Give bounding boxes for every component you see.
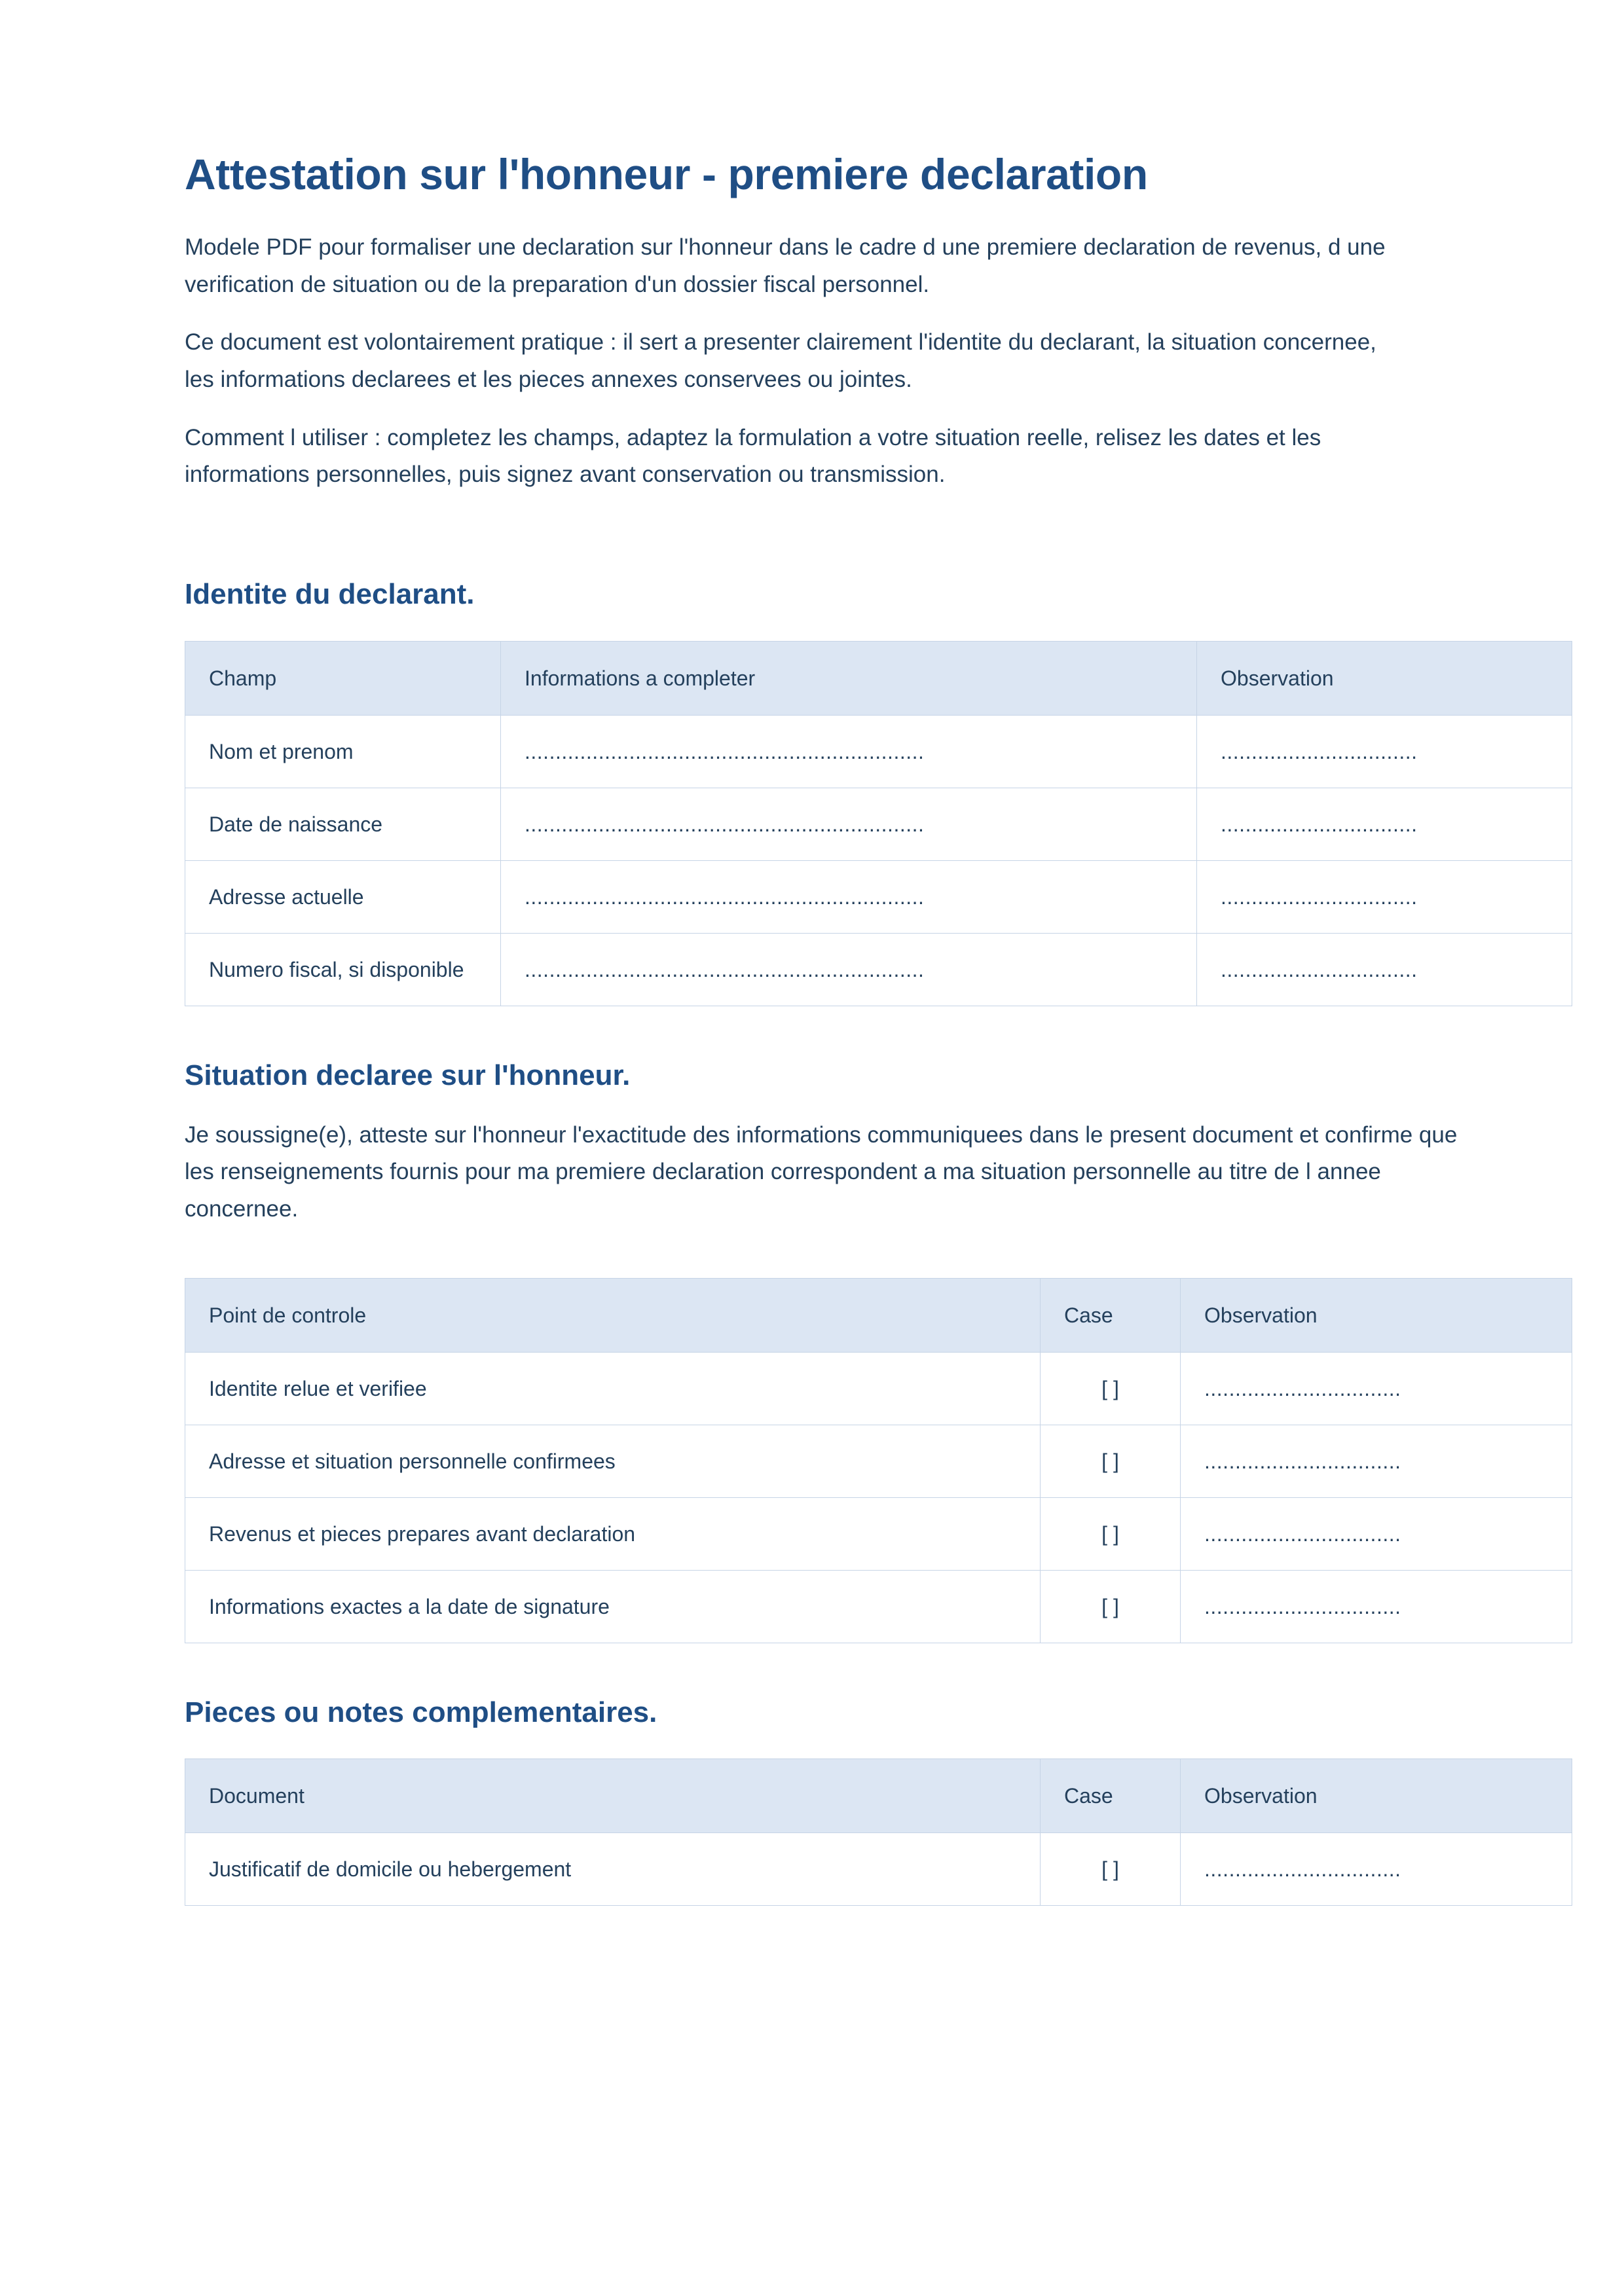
table-row <box>185 933 1572 1006</box>
identity-table <box>185 641 1572 1006</box>
field-label: Adresse actuelle <box>185 860 501 933</box>
checklist-label: Adresse et situation personnelle confirmees <box>185 1425 1041 1497</box>
table-row <box>185 788 1572 860</box>
introduction-block <box>185 229 1506 494</box>
dotted-line: ................................ <box>1204 1594 1401 1618</box>
dotted-line: ................................ <box>1204 1449 1401 1473</box>
field-input-line[interactable] <box>501 933 1197 1006</box>
situation-paragraph: Je soussigne(e), atteste sur l'honneur l'exactitude des informations communiquees dans le present document et confirme que les renseignements fournis pour ma premiere declaration correspondent a ma situation personnelle au titre de l annee concernee. <box>185 1121 1458 1222</box>
field-label: Numero fiscal, si disponible <box>185 933 501 1006</box>
checklist-label: Revenus et pieces prepares avant declaration <box>185 1497 1041 1570</box>
section-title-pieces: Pieces ou notes complementaires. <box>185 1696 657 1728</box>
section-situation-declaree <box>185 1059 1506 1643</box>
checklist-label: Identite relue et verifiee <box>185 1352 1041 1425</box>
section-title-situation: Situation declaree sur l'honneur. <box>185 1059 631 1091</box>
intro-paragraph-3: Comment l utiliser : completez les champs, adaptez la formulation a votre situation reelle, relisez les dates et les informations personnelles, puis signez avant conservation ou transmission. <box>185 424 1321 488</box>
column-header-observation: Observation <box>1181 1278 1572 1352</box>
table-row <box>185 860 1572 933</box>
dotted-line: ................................ <box>1204 1857 1401 1882</box>
checklist-table-situation <box>185 1278 1572 1643</box>
dotted-line: ................................................................. <box>525 884 925 909</box>
dotted-line: ................................ <box>1204 1376 1401 1400</box>
dotted-line: ................................ <box>1221 739 1418 763</box>
column-header-point-de-controle: Point de controle <box>185 1278 1041 1352</box>
spacer <box>185 1643 1506 1696</box>
spacer <box>185 515 1506 577</box>
page-title: Attestation sur l'honneur - premiere declaration <box>185 150 1148 198</box>
field-label: Date de naissance <box>185 788 501 860</box>
observation-line[interactable] <box>1181 1570 1572 1643</box>
section-title-identite: Identite du declarant. <box>185 578 475 611</box>
checkbox-cell[interactable]: [ ] <box>1041 1497 1181 1570</box>
checkbox-cell[interactable]: [ ] <box>1041 1425 1181 1497</box>
spacer <box>185 1093 1506 1117</box>
observation-line[interactable] <box>1197 788 1572 860</box>
checkbox-cell[interactable]: [ ] <box>1041 1352 1181 1425</box>
column-header-observation: Observation <box>1197 641 1572 715</box>
table-row <box>185 1570 1572 1643</box>
table-header-row <box>185 1759 1572 1833</box>
checkbox-cell[interactable]: [ ] <box>1041 1570 1181 1643</box>
spacer <box>185 1730 1506 1758</box>
spacer <box>185 1249 1506 1278</box>
dotted-line: ................................................................. <box>525 739 925 763</box>
dotted-line: ................................ <box>1221 884 1418 909</box>
field-input-line[interactable] <box>501 715 1197 788</box>
table-header-row <box>185 641 1572 715</box>
documents-table <box>185 1758 1572 1906</box>
column-header-case: Case <box>1041 1759 1181 1833</box>
column-header-informations: Informations a completer <box>501 641 1197 715</box>
observation-line[interactable] <box>1181 1497 1572 1570</box>
dotted-line: ................................................................. <box>525 957 925 981</box>
column-header-document: Document <box>185 1759 1041 1833</box>
observation-line[interactable] <box>1181 1425 1572 1497</box>
section-pieces-complementaires <box>185 1696 1506 1906</box>
dotted-line: ................................................................. <box>525 812 925 836</box>
observation-line[interactable] <box>1181 1352 1572 1425</box>
spacer <box>185 612 1506 641</box>
spacer <box>185 1006 1506 1059</box>
field-input-line[interactable] <box>501 860 1197 933</box>
table-row <box>185 1497 1572 1570</box>
table-row <box>185 715 1572 788</box>
field-label: Nom et prenom <box>185 715 501 788</box>
dotted-line: ................................ <box>1204 1522 1401 1546</box>
dotted-line: ................................ <box>1221 957 1418 981</box>
column-header-champ: Champ <box>185 641 501 715</box>
field-input-line[interactable] <box>501 788 1197 860</box>
table-row <box>185 1425 1572 1497</box>
document-label: Justificatif de domicile ou hebergement <box>185 1833 1041 1906</box>
intro-paragraph-2: Ce document est volontairement pratique : il sert a presenter clairement l'identite du declarant, la situation concernee, les informations declarees et les pieces annexes conservees ou jointes. <box>185 329 1376 392</box>
observation-line[interactable] <box>1197 715 1572 788</box>
dotted-line: ................................ <box>1221 812 1418 836</box>
checklist-label: Informations exactes a la date de signature <box>185 1570 1041 1643</box>
observation-line[interactable] <box>1197 933 1572 1006</box>
table-header-row <box>185 1278 1572 1352</box>
intro-paragraph-1: Modele PDF pour formaliser une declaration sur l'honneur dans le cadre d une premiere declaration de revenus, d une verification de situation ou de la preparation d'un dossier fiscal personnel. <box>185 234 1386 297</box>
observation-line[interactable] <box>1197 860 1572 933</box>
table-row <box>185 1352 1572 1425</box>
observation-line[interactable] <box>1181 1833 1572 1906</box>
checkbox-cell[interactable]: [ ] <box>1041 1833 1181 1906</box>
table-row <box>185 1833 1572 1906</box>
column-header-case: Case <box>1041 1278 1181 1352</box>
section-identite-du-declarant <box>185 577 1506 1006</box>
column-header-observation: Observation <box>1181 1759 1572 1833</box>
